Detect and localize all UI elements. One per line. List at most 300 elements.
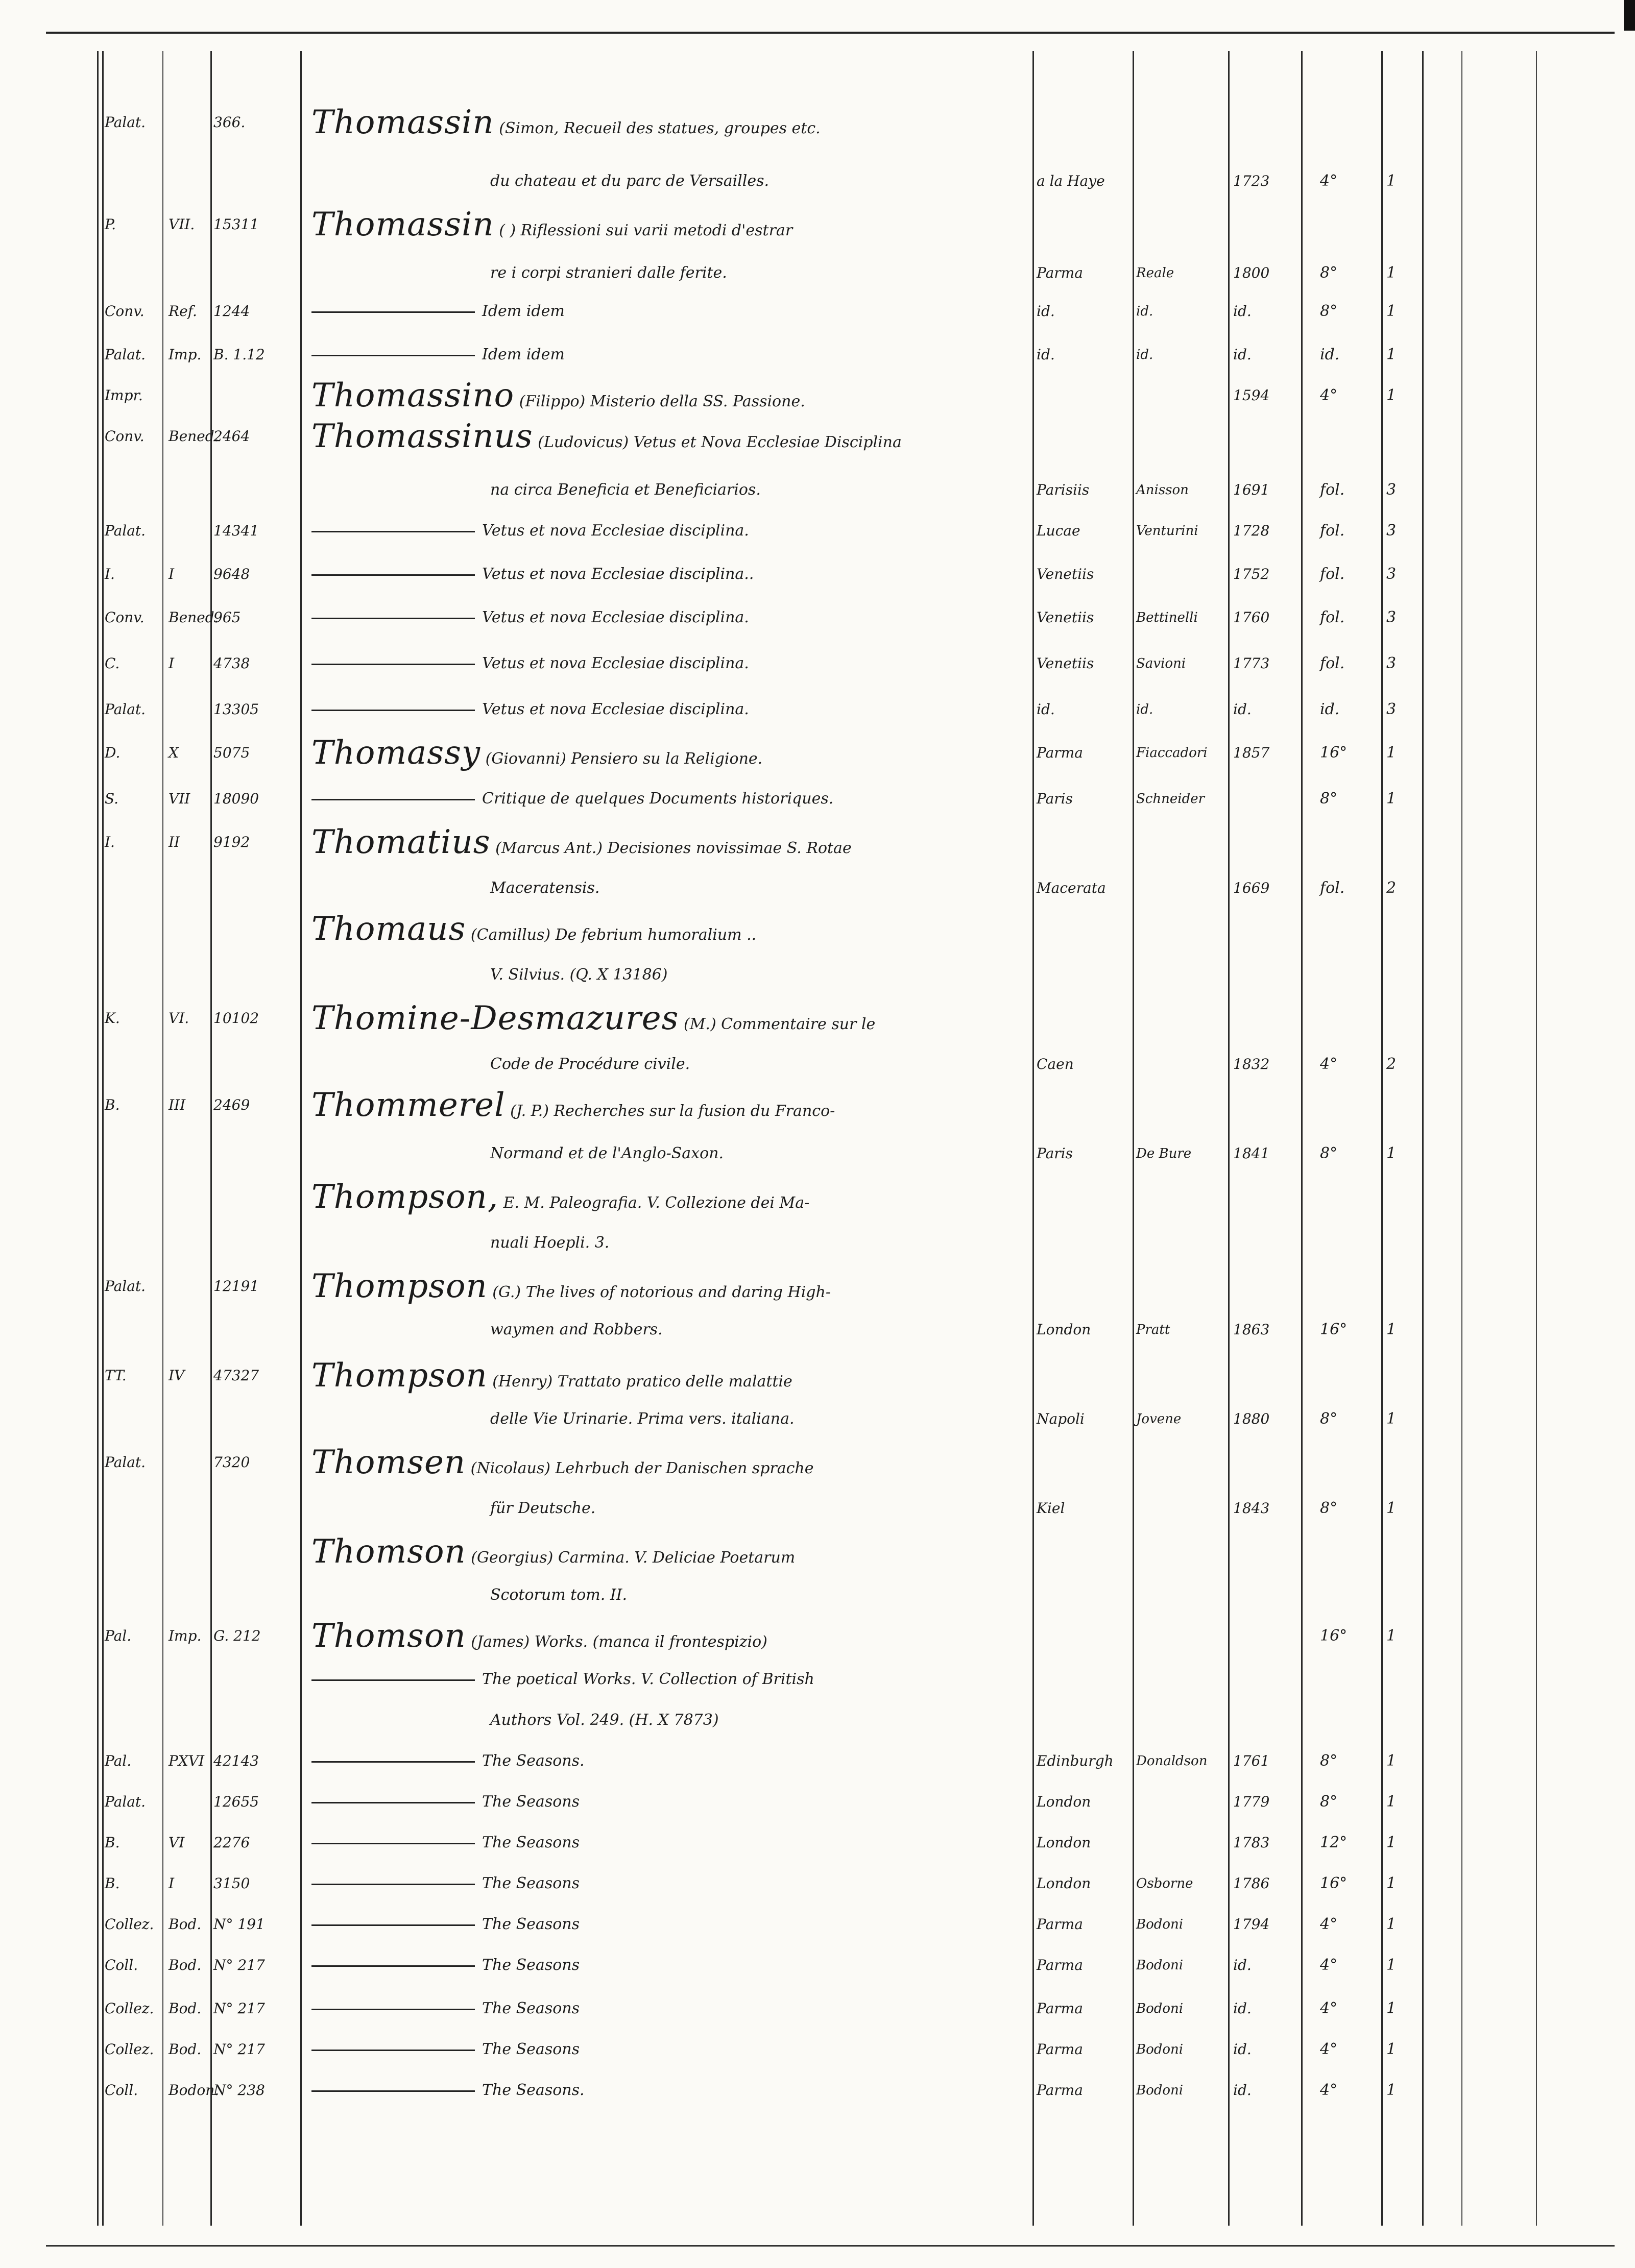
- entry-vol: 3: [1386, 608, 1397, 626]
- entry-num: [213, 1399, 300, 1440]
- entry-sec: [169, 1700, 217, 1741]
- entry-sec: Ref.: [169, 303, 197, 320]
- entry-title: [311, 1945, 1026, 1986]
- entry-pub: [1136, 868, 1225, 909]
- entry-vol: 3: [1386, 565, 1397, 583]
- entry-sec: [169, 1782, 217, 1822]
- entry-sec: Bodon.: [169, 2082, 220, 2099]
- entry-vol: [1386, 822, 1417, 863]
- entry-pub: [1136, 1616, 1225, 1656]
- entry-sec: I: [169, 1875, 175, 1892]
- entry-num: [213, 868, 300, 909]
- entry-fmt: [1320, 1442, 1381, 1483]
- entry-pub: [1136, 1488, 1225, 1529]
- entry-loc: I.: [105, 566, 115, 582]
- entry-year: id.: [1233, 303, 1252, 320]
- entry-continuation: Normand et de l'Anglo-Saxon.: [490, 1144, 724, 1162]
- entry-loc: [105, 1399, 161, 1440]
- entry-title: [311, 955, 1026, 995]
- entry-pub: id.: [1136, 304, 1153, 319]
- entry-sec: PXVI: [169, 1752, 205, 1769]
- entry-pub: [1136, 554, 1225, 595]
- entry-vol: [1386, 909, 1417, 949]
- entry-city: Kiel: [1037, 1500, 1065, 1517]
- entry-sec: III: [169, 1096, 186, 1113]
- entry-year: 1843: [1233, 1500, 1270, 1517]
- entry-sec: [169, 1659, 217, 1700]
- entry-loc: [105, 1309, 161, 1350]
- catalog-entry-row: [0, 510, 1635, 551]
- entry-num: 15311: [213, 216, 259, 233]
- entry-year: [1233, 1355, 1294, 1396]
- entry-continuation: V. Silvius. (Q. X 13186): [490, 966, 668, 984]
- entry-year: [1233, 1616, 1294, 1656]
- catalog-entry-row: [0, 1945, 1635, 1986]
- entry-num: B. 1.12: [213, 346, 265, 363]
- catalog-entry-row: [0, 1659, 1635, 1700]
- entry-num: 42143: [213, 1752, 259, 1769]
- entry-city: [1037, 204, 1134, 245]
- entry-author: Thomine-Desmazures: [311, 999, 679, 1037]
- entry-city: Paris: [1037, 1145, 1073, 1162]
- entry-pub: [1136, 822, 1225, 863]
- entry-description: (G.) The lives of notorious and daring High-: [492, 1283, 831, 1301]
- entry-author: Thomsen: [311, 1444, 466, 1481]
- entry-author: Thomassy: [311, 734, 481, 772]
- entry-loc: [105, 1177, 161, 1217]
- entry-sec: [169, 510, 217, 551]
- entry-num: 9648: [213, 566, 250, 582]
- entry-num: 2276: [213, 1834, 250, 1851]
- catalog-entry-row: [0, 597, 1635, 638]
- entry-vol: [1386, 1575, 1417, 1616]
- entry-loc: Pal.: [105, 1627, 132, 1644]
- entry-loc: [105, 868, 161, 909]
- entry-year: [1233, 1700, 1294, 1741]
- entry-loc: Collez.: [105, 2000, 154, 2017]
- entry-year: 1863: [1233, 1321, 1270, 1338]
- entry-title: [311, 2029, 1026, 2070]
- entry-sec: [169, 253, 217, 294]
- entry-city: London: [1037, 1793, 1091, 1810]
- entry-sec: I: [169, 655, 175, 672]
- entry-description: Vetus et nova Ecclesiae disciplina.: [482, 700, 749, 718]
- catalog-entry-row: [0, 1741, 1635, 1782]
- entry-vol: 1: [1386, 2081, 1397, 2099]
- entry-pub: [1136, 1177, 1225, 1217]
- entry-city: Venetiis: [1037, 655, 1094, 672]
- entry-pub: [1136, 1266, 1225, 1307]
- entry-description: The Seasons: [482, 1834, 580, 1851]
- entry-title: [311, 1442, 1026, 1483]
- entry-description: (Henry) Trattato pratico delle malattie: [492, 1373, 792, 1391]
- entry-num: [213, 1309, 300, 1350]
- entry-loc: Impr.: [105, 387, 143, 404]
- entry-sec: Bod.: [169, 1957, 202, 1973]
- entry-title: [311, 102, 1026, 143]
- entry-pub: [1136, 1700, 1225, 1741]
- entry-loc: B.: [105, 1096, 120, 1113]
- entry-fmt: [1320, 822, 1381, 863]
- entry-num: [213, 1177, 300, 1217]
- entry-num: N° 217: [213, 1957, 265, 1973]
- entry-fmt: id.: [1320, 346, 1340, 363]
- entry-title: [311, 1863, 1026, 1904]
- entry-author: Thompson,: [311, 1178, 499, 1216]
- entry-city: Parma: [1037, 2041, 1083, 2058]
- entry-continuation: Code de Procédure civile.: [490, 1055, 690, 1073]
- entry-loc: Palat.: [105, 522, 146, 539]
- entry-author: Thomatius: [311, 823, 491, 861]
- entry-vol: [1386, 1085, 1417, 1126]
- entry-sec: [169, 1531, 217, 1572]
- entry-sec: [169, 1309, 217, 1350]
- catalog-entry-row: [0, 689, 1635, 730]
- entry-fmt: [1320, 416, 1381, 457]
- entry-pub: Bodoni: [1136, 1958, 1184, 1973]
- entry-vol: 1: [1386, 1834, 1397, 1851]
- entry-pub: Schneider: [1136, 791, 1205, 807]
- entry-description: The Seasons.: [482, 1752, 585, 1770]
- entry-pub: Reale: [1136, 265, 1174, 281]
- entry-loc: B.: [105, 1875, 120, 1892]
- entry-fmt: [1320, 204, 1381, 245]
- entry-sec: Bened.: [169, 609, 219, 626]
- entry-fmt: [1320, 102, 1381, 143]
- entry-title: [311, 1988, 1026, 2029]
- catalog-entry-row: [0, 1399, 1635, 1440]
- entry-year: id.: [1233, 2041, 1252, 2058]
- entry-num: [213, 1659, 300, 1700]
- entry-title: [311, 689, 1026, 730]
- entry-pub: [1136, 998, 1225, 1039]
- entry-pub: Bodoni: [1136, 2042, 1184, 2057]
- entry-vol: [1386, 998, 1417, 1039]
- entry-title: [311, 161, 1026, 202]
- entry-title: [311, 1223, 1026, 1263]
- entry-year: [1233, 1531, 1294, 1572]
- entry-city: [1037, 1177, 1134, 1217]
- entry-title: [311, 375, 1026, 416]
- entry-loc: C.: [105, 655, 120, 672]
- entry-title: [311, 554, 1026, 595]
- entry-pub: Anisson: [1136, 482, 1189, 498]
- ditto-dash: [311, 1843, 475, 1844]
- entry-continuation: du chateau et du parc de Versailles.: [490, 172, 770, 190]
- entry-sec: Imp.: [169, 1627, 202, 1644]
- entry-title: [311, 1700, 1026, 1741]
- entry-description: (Simon, Recueil des statues, groupes etc.: [499, 119, 821, 137]
- entry-vol: 3: [1386, 481, 1397, 499]
- entry-city: Macerata: [1037, 880, 1106, 896]
- entry-title: [311, 1488, 1026, 1529]
- entry-num: 7320: [213, 1454, 250, 1471]
- entry-year: 1752: [1233, 566, 1270, 582]
- catalog-entry-row: [0, 1133, 1635, 1174]
- catalog-entry-row: [0, 822, 1635, 863]
- entry-loc: [105, 909, 161, 949]
- entry-pub: [1136, 1085, 1225, 1126]
- entry-fmt: 8°: [1320, 1752, 1338, 1770]
- entry-title: [311, 1616, 1026, 1656]
- entry-year: [1233, 204, 1294, 245]
- entry-sec: VI: [169, 1834, 185, 1851]
- entry-loc: Palat.: [105, 114, 146, 131]
- entry-fmt: 16°: [1320, 744, 1348, 762]
- entry-year: id.: [1233, 2000, 1252, 2017]
- bottom-rule: [46, 2245, 1615, 2247]
- entry-year: 1594: [1233, 387, 1270, 404]
- entry-author: Thomaus: [311, 910, 466, 948]
- entry-loc: Collez.: [105, 2041, 154, 2058]
- entry-city: [1037, 1575, 1134, 1616]
- entry-fmt: 4°: [1320, 2081, 1338, 2099]
- entry-vol: 1: [1386, 1793, 1397, 1811]
- entry-num: [213, 909, 300, 949]
- catalog-entry-row: [0, 1531, 1635, 1572]
- entry-city: [1037, 822, 1134, 863]
- entry-pub: [1136, 1044, 1225, 1085]
- entry-sec: Bod.: [169, 2000, 202, 2017]
- entry-author: Thomassinus: [311, 418, 533, 455]
- page-edge-mark: [1624, 0, 1635, 31]
- entry-continuation: Maceratensis.: [490, 879, 600, 897]
- entry-loc: I.: [105, 834, 115, 850]
- entry-loc: S.: [105, 790, 119, 807]
- entry-city: Parma: [1037, 1916, 1083, 1933]
- entry-num: 13305: [213, 701, 259, 718]
- entry-city: [1037, 955, 1134, 995]
- entry-sec: [169, 909, 217, 949]
- catalog-entry-row: [0, 2070, 1635, 2111]
- entry-sec: [169, 1133, 217, 1174]
- entry-year: id.: [1233, 701, 1252, 718]
- entry-title: [311, 643, 1026, 684]
- entry-vol: [1386, 1177, 1417, 1217]
- catalog-entry-row: [0, 161, 1635, 202]
- entry-sec: [169, 470, 217, 510]
- entry-year: 1761: [1233, 1752, 1270, 1769]
- entry-fmt: 4°: [1320, 1055, 1338, 1073]
- entry-pub: Pratt: [1136, 1322, 1170, 1337]
- entry-description: The Seasons: [482, 1999, 580, 2017]
- entry-fmt: 4°: [1320, 1915, 1338, 1933]
- ditto-dash: [311, 1884, 475, 1885]
- catalog-entry-row: [0, 102, 1635, 143]
- ditto-dash: [311, 799, 475, 800]
- catalog-entry-row: [0, 1223, 1635, 1263]
- entry-title: [311, 510, 1026, 551]
- entry-city: Venetiis: [1037, 609, 1094, 626]
- entry-sec: Bod.: [169, 1916, 202, 1933]
- entry-loc: [105, 1488, 161, 1529]
- entry-pub: Venturini: [1136, 523, 1198, 539]
- entry-year: 1773: [1233, 655, 1270, 672]
- entry-loc: [105, 1044, 161, 1085]
- catalog-entry-row: [0, 643, 1635, 684]
- entry-pub: [1136, 204, 1225, 245]
- catalog-entry-row: [0, 1616, 1635, 1656]
- entry-loc: Conv.: [105, 609, 145, 626]
- entry-fmt: fol.: [1320, 608, 1345, 626]
- entry-title: [311, 1085, 1026, 1126]
- entry-loc: [105, 470, 161, 510]
- entry-fmt: [1320, 1085, 1381, 1126]
- entry-city: Parma: [1037, 1957, 1083, 1973]
- entry-fmt: [1320, 1355, 1381, 1396]
- entry-num: [213, 1531, 300, 1572]
- entry-city: [1037, 1085, 1134, 1126]
- entry-continuation: delle Vie Urinarie. Prima vers. italiana.: [490, 1410, 795, 1428]
- entry-year: 1728: [1233, 522, 1270, 539]
- catalog-entry-row: [0, 1863, 1635, 1904]
- entry-vol: [1386, 416, 1417, 457]
- entry-num: 4738: [213, 655, 250, 672]
- entry-num: N° 217: [213, 2041, 265, 2058]
- entry-year: 1783: [1233, 1834, 1270, 1851]
- entry-title: [311, 470, 1026, 510]
- entry-sec: II: [169, 834, 180, 850]
- entry-loc: [105, 1659, 161, 1700]
- entry-pub: Bettinelli: [1136, 610, 1198, 625]
- entry-loc: Palat.: [105, 346, 146, 363]
- entry-year: 1841: [1233, 1145, 1270, 1162]
- entry-vol: [1386, 204, 1417, 245]
- entry-title: [311, 416, 1026, 457]
- ditto-dash: [311, 2090, 475, 2092]
- entry-sec: [169, 102, 217, 143]
- entry-city: Parma: [1037, 744, 1083, 761]
- entry-fmt: [1320, 1177, 1381, 1217]
- ditto-dash: [311, 355, 475, 356]
- entry-vol: 1: [1386, 386, 1397, 404]
- entry-city: Parma: [1037, 264, 1083, 281]
- entry-vol: [1386, 1223, 1417, 1263]
- entry-vol: [1386, 102, 1417, 143]
- entry-fmt: 8°: [1320, 790, 1338, 808]
- entry-num: 12191: [213, 1278, 259, 1295]
- entry-vol: 3: [1386, 522, 1397, 540]
- entry-year: [1233, 1442, 1294, 1483]
- entry-fmt: id.: [1320, 700, 1340, 718]
- entry-num: G. 212: [213, 1627, 261, 1644]
- entry-vol: 1: [1386, 1752, 1397, 1770]
- entry-sec: [169, 1399, 217, 1440]
- catalog-entry-row: [0, 778, 1635, 819]
- entry-continuation: waymen and Robbers.: [490, 1321, 663, 1338]
- entry-sec: VII.: [169, 216, 195, 233]
- entry-fmt: fol.: [1320, 481, 1345, 499]
- entry-description: (Marcus Ant.) Decisiones novissimae S. Rotae: [495, 839, 852, 857]
- entry-fmt: 4°: [1320, 172, 1338, 190]
- entry-city: id.: [1037, 346, 1055, 363]
- entry-num: N° 238: [213, 2082, 265, 2099]
- entry-vol: 1: [1386, 790, 1397, 808]
- entry-vol: 1: [1386, 744, 1397, 762]
- catalog-entry-row: [0, 470, 1635, 510]
- catalog-entry-row: [0, 416, 1635, 457]
- entry-description: E. M. Paleografia. V. Collezione dei Ma-: [503, 1194, 810, 1212]
- entry-title: [311, 1355, 1026, 1396]
- entry-description: (Giovanni) Pensiero su la Religione.: [485, 750, 763, 768]
- entry-fmt: 8°: [1320, 264, 1338, 282]
- entry-city: Lucae: [1037, 522, 1080, 539]
- entry-year: 1794: [1233, 1916, 1270, 1933]
- entry-loc: Coll.: [105, 1957, 138, 1973]
- entry-loc: [105, 1575, 161, 1616]
- entry-fmt: 16°: [1320, 1874, 1348, 1892]
- entry-description: The Seasons: [482, 1874, 580, 1892]
- entry-fmt: 4°: [1320, 2040, 1338, 2058]
- entry-fmt: 8°: [1320, 1793, 1338, 1811]
- entry-sec: Bened.: [169, 428, 219, 445]
- entry-fmt: [1320, 1659, 1381, 1700]
- entry-sec: I: [169, 566, 175, 582]
- entry-title: [311, 1309, 1026, 1350]
- entry-author: Thomson: [311, 1533, 466, 1571]
- entry-description: (M.) Commentaire sur le: [683, 1015, 876, 1033]
- entry-pub: [1136, 1442, 1225, 1483]
- entry-year: id.: [1233, 346, 1252, 363]
- entry-vol: 1: [1386, 1627, 1397, 1645]
- entry-city: [1037, 1531, 1134, 1572]
- entry-pub: [1136, 416, 1225, 457]
- entry-sec: [169, 1575, 217, 1616]
- entry-pub: [1136, 375, 1225, 416]
- entry-sec: Bod.: [169, 2041, 202, 2058]
- entry-city: [1037, 416, 1134, 457]
- entry-year: [1233, 1085, 1294, 1126]
- entry-num: N° 217: [213, 2000, 265, 2017]
- ditto-dash: [311, 1802, 475, 1803]
- entry-fmt: fol.: [1320, 879, 1345, 897]
- entry-loc: K.: [105, 1010, 120, 1027]
- entry-vol: 1: [1386, 1144, 1397, 1162]
- entry-city: [1037, 998, 1134, 1039]
- entry-loc: Pal.: [105, 1752, 132, 1769]
- entry-loc: P.: [105, 216, 116, 233]
- entry-year: [1233, 955, 1294, 995]
- entry-year: 1857: [1233, 744, 1270, 761]
- entry-pub: [1136, 1575, 1225, 1616]
- entry-pub: Bodoni: [1136, 2083, 1184, 2098]
- entry-year: [1233, 778, 1294, 819]
- entry-pub: [1136, 955, 1225, 995]
- entry-title: [311, 778, 1026, 819]
- entry-description: (Ludovicus) Vetus et Nova Ecclesiae Disciplina: [538, 433, 902, 451]
- entry-description: Idem idem: [482, 302, 565, 320]
- entry-title: [311, 1822, 1026, 1863]
- entry-fmt: fol.: [1320, 565, 1345, 583]
- catalog-entry-row: [0, 1988, 1635, 2029]
- catalog-entry-row: [0, 1309, 1635, 1350]
- entry-fmt: 4°: [1320, 1999, 1338, 2017]
- entry-vol: [1386, 1700, 1417, 1741]
- entry-description: The Seasons: [482, 2040, 580, 2058]
- entry-vol: 1: [1386, 1499, 1397, 1517]
- entry-year: [1233, 1266, 1294, 1307]
- entry-year: id.: [1233, 2082, 1252, 2099]
- entry-fmt: [1320, 1700, 1381, 1741]
- entry-author: Thomson: [311, 1617, 466, 1655]
- entry-fmt: 8°: [1320, 1410, 1338, 1428]
- entry-fmt: 4°: [1320, 386, 1338, 404]
- entry-author: Thomassin: [311, 104, 494, 141]
- entry-vol: 1: [1386, 1874, 1397, 1892]
- catalog-entry-row: [0, 334, 1635, 375]
- catalog-entry-row: [0, 204, 1635, 245]
- entry-pub: [1136, 909, 1225, 949]
